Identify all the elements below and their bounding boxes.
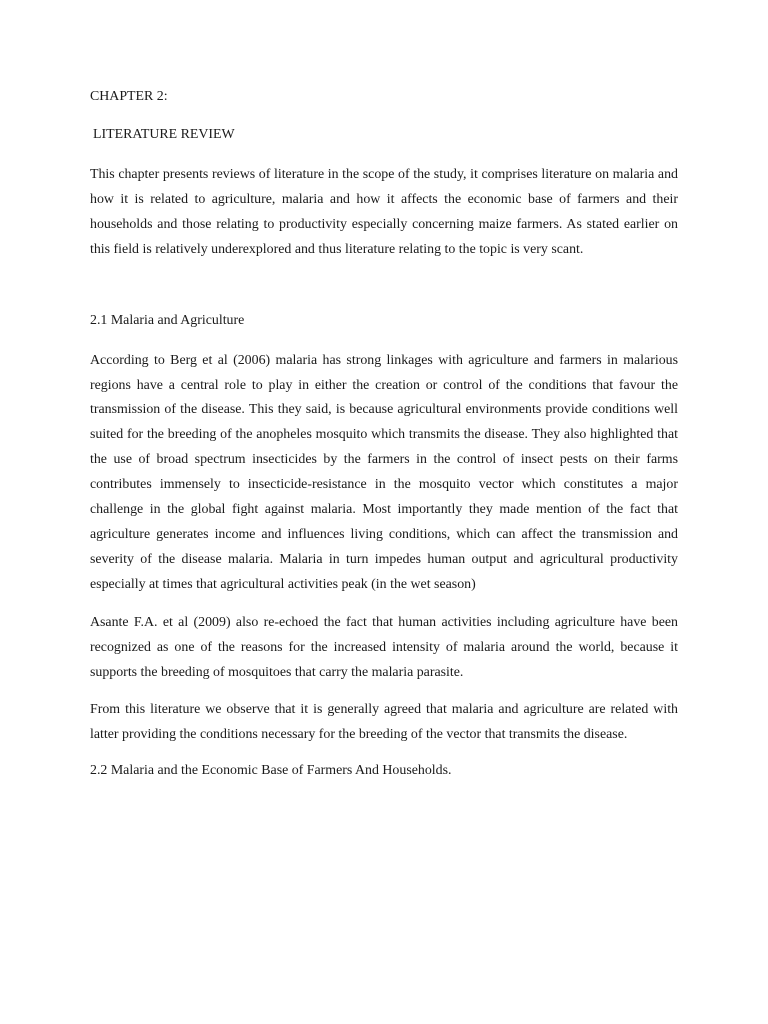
intro-paragraph: This chapter presents reviews of literature in the scope of the study, it comprises literature on malaria and how it is related to agriculture, malaria and how it affects the economic base of farmers and their households and those relating to productivity especially concerning maize farmers. As stated earlier on this field is relatively underexplored and thus literature relating to the topic is very scant. <box>90 167 678 257</box>
paragraph-conclusion: From this literature we observe that it is generally agreed that malaria and agriculture are related with latter providing the conditions necessary for the breeding of the vector that transmits the disease. <box>90 702 678 743</box>
chapter-title: CHAPTER 2: <box>90 89 168 104</box>
subsection-heading-malaria-agriculture: 2.1 Malaria and Agriculture <box>90 312 245 328</box>
section-title: LITERATURE REVIEW <box>93 127 235 142</box>
paragraph-berg: According to Berg et al (2006) malaria has strong linkages with agriculture and farmers in malarious regions have a central role to play in either the creation or control of the conditions that favour the transmission of the disease. This they said, is because agricultural environments provide conditions well suited for the breeding of the anopheles mosquito which transmits the disease. They also highlighted that the use of broad spectrum insecticides by the farmers in the control of insect pests on their farms contributes immensely to insecticide-resistance in the mosquito vector which constitutes a major challenge in the global fight against malaria. Most importantly they made mention of the fact that agriculture generates income and influences living conditions, which can affect the transmission and severity of the disease malaria. Malaria in turn impedes human output and agricultural productivity especially at times that agricultural activities peak (in the wet season) <box>90 352 678 592</box>
paragraph-asante: Asante F.A. et al (2009) also re-echoed the fact that human activities including agriculture have been recognized as one of the reasons for the increased intensity of malaria around the world, because it supports the breeding of mosquitoes that carry the malaria parasite. <box>90 614 678 680</box>
document-page <box>90 87 678 781</box>
subsection-heading-economic-base: 2.2 Malaria and the Economic Base of Farmers And Households. <box>90 763 452 779</box>
